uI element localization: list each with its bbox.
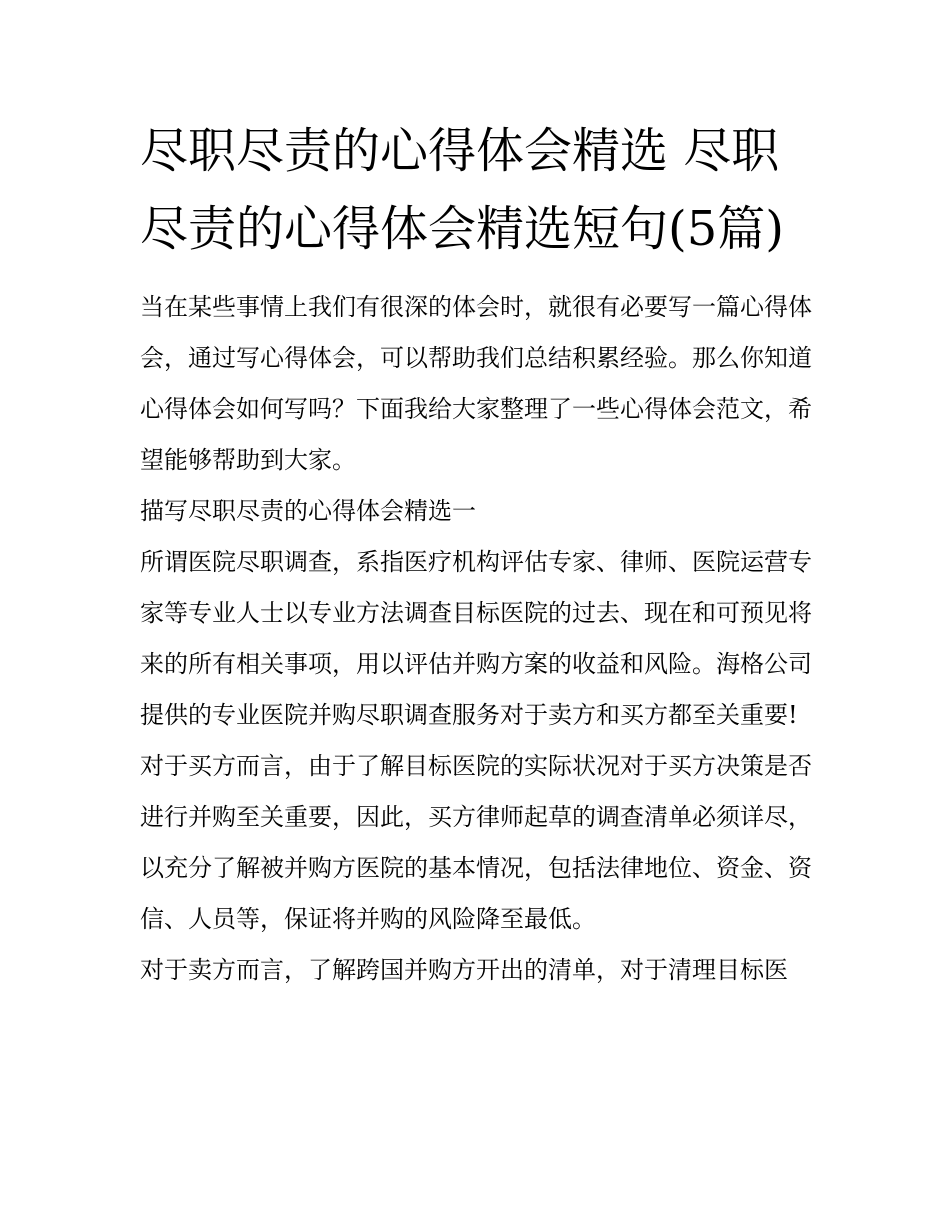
body-paragraph: 对于卖方而言，了解跨国并购方开出的清单，对于清理目标医 [140, 956, 788, 984]
body-paragraph: 所谓医院尽职调查，系指医疗机构评估专家、律师、医院运营专家等专业人士以专业方法调查目标医院的过去、现在和可预见将来的所有相关事项，用以评估并购方案的收益和风险。海格公司提供的专业医院并购尽职调查服务对于卖方和买方都至关重要! [140, 548, 812, 729]
section-heading: 描写尽职尽责的心得体会精选一 [140, 497, 476, 525]
intro-paragraph: 当在某些事情上我们有很深的体会时，就很有必要写一篇心得体会，通过写心得体会，可以帮助我们总结积累经验。那么你知道心得体会如何写吗？下面我给大家整理了一些心得体会范文，希望能够帮助到大家。 [140, 293, 812, 474]
document-page [140, 112, 812, 996]
body-paragraph: 对于买方而言，由于了解目标医院的实际状况对于买方决策是否进行并购至关重要，因此，买方律师起草的调查清单必须详尽，以充分了解被并购方医院的基本情况，包括法律地位、资金、资信、人员等，保证将并购的风险降至最低。 [140, 752, 812, 933]
document-title: 尽职尽责的心得体会精选 尽职尽责的心得体会精选短句(5篇) [140, 123, 784, 257]
